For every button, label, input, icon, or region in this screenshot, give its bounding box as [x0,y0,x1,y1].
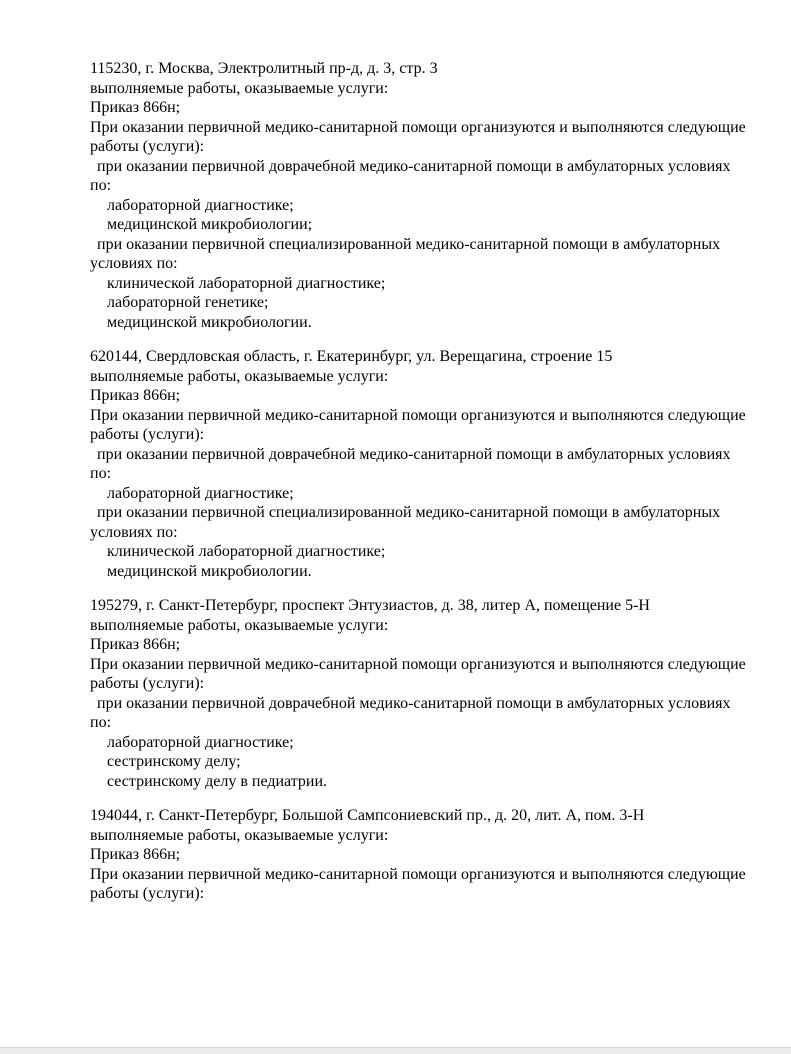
doc-line: Приказ 866н; [90,846,181,863]
doc-line: при оказании первичной доврачебной медико-санитарной помощи в амбулаторных условиях [97,157,731,175]
doc-line: При оказании первичной медико-санитарной помощи организуются и выполняются следующие [90,118,746,136]
doc-line: лабораторной диагностике; [107,196,294,214]
doc-line: по: [90,465,112,482]
doc-line: по: [90,177,112,194]
doc-line: выполняемые работы, оказываемые услуги: [90,79,389,97]
doc-line: сестринскому делу в педиатрии. [107,772,328,790]
doc-line: медицинской микробиологии. [107,562,312,580]
doc-line: по: [90,714,112,731]
doc-line: клинической лабораторной диагностике; [107,274,386,292]
doc-line: При оказании первичной медико-санитарной помощи организуются и выполняются следующие [90,406,746,424]
doc-line: лабораторной диагностике; [107,484,294,502]
doc-line: выполняемые работы, оказываемые услуги: [90,616,389,634]
bottom-bar [0,1047,791,1054]
license-services-text [90,59,755,919]
doc-line: работы (услуги): [90,885,205,902]
doc-line: Приказ 866н; [90,636,181,653]
doc-line: при оказании первичной доврачебной медико-санитарной помощи в амбулаторных условиях [97,445,731,463]
doc-line: условиях по: [90,255,178,272]
doc-line: сестринскому делу; [107,753,241,770]
license-address-block [90,806,755,904]
doc-line: выполняемые работы, оказываемые услуги: [90,367,389,385]
doc-line: работы (услуги): [90,426,205,443]
doc-line: лабораторной диагностике; [107,733,294,751]
address-line: 115230, г. Москва, Электролитный пр-д, д. 3, стр. 3 [90,60,438,77]
doc-line: условиях по: [90,523,178,541]
doc-line: При оказании первичной медико-санитарной помощи организуются и выполняются следующие [90,865,746,883]
address-line: 620144, Свердловская область, г. Екатеринбург, ул. Верещагина, строение 15 [90,348,613,365]
doc-line: При оказании первичной медико-санитарной помощи организуются и выполняются следующие [90,655,746,673]
doc-line: лабораторной генетике; [107,294,269,311]
doc-line: при оказании первичной специализированной медико-санитарной помощи в амбулаторных [97,504,721,521]
doc-line: работы (услуги): [90,138,205,155]
doc-line: при оказании первичной специализированной медико-санитарной помощи в амбулаторных [97,235,721,253]
license-address-block [90,596,755,791]
license-address-block [90,347,755,581]
address-line: 195279, г. Санкт-Петербург, проспект Энтузиастов, д. 38, литер А, помещение 5-Н [90,597,650,614]
doc-line: медицинской микробиологии. [107,313,312,331]
doc-line: при оказании первичной доврачебной медико-санитарной помощи в амбулаторных условиях [97,694,731,712]
doc-line: клинической лабораторной диагностике; [107,543,386,560]
doc-line: Приказ 866н; [90,387,181,404]
address-line: 194044, г. Санкт-Петербург, Большой Сампсониевский пр., д. 20, лит. А, пом. 3-Н [90,807,645,824]
doc-line: Приказ 866н; [90,99,181,116]
doc-line: работы (услуги): [90,675,205,692]
license-address-block [90,59,755,332]
doc-line: медицинской микробиологии; [107,216,313,233]
doc-line: выполняемые работы, оказываемые услуги: [90,826,389,844]
